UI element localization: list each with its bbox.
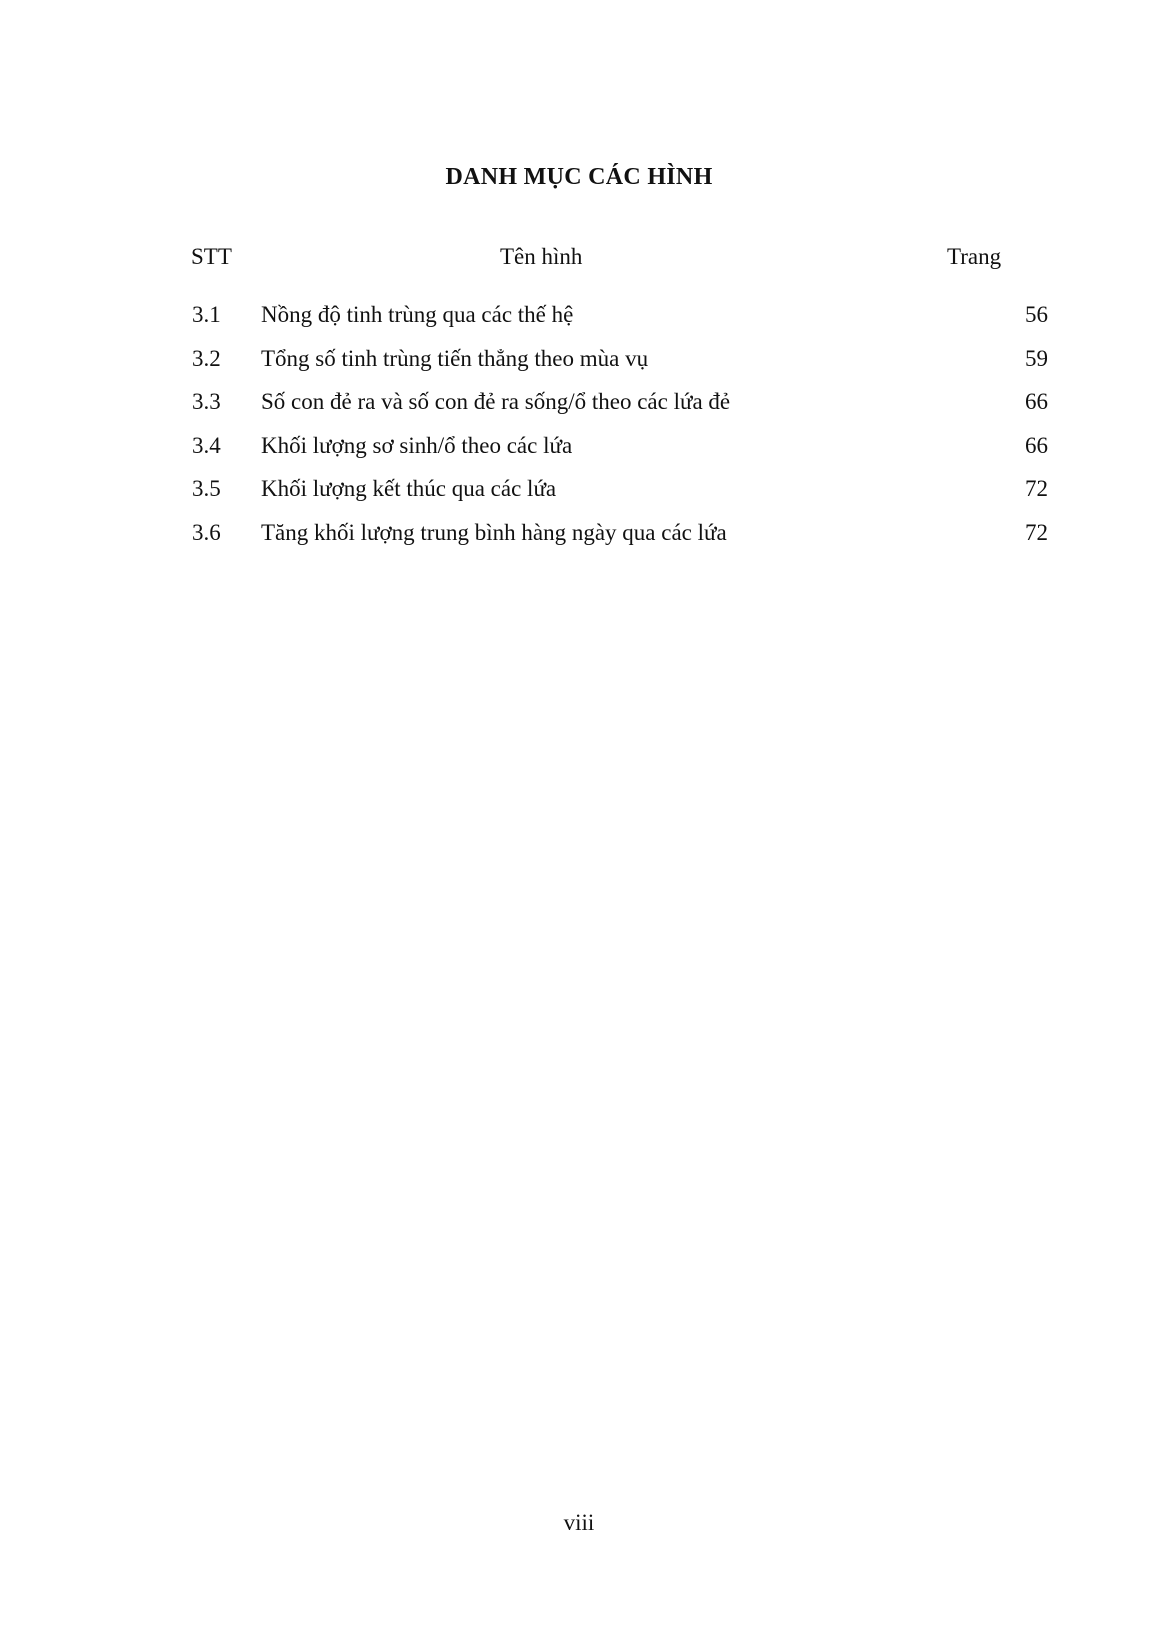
figure-entry bbox=[0, 520, 1158, 564]
figure-title: Tăng khối lượng trung bình hàng ngày qua các lứa bbox=[261, 519, 727, 545]
figure-number: 3.2 bbox=[192, 345, 221, 371]
figure-entry bbox=[0, 346, 1158, 390]
figure-title: Số con đẻ ra và số con đẻ ra sống/ổ theo các lứa đẻ bbox=[261, 389, 731, 415]
figure-entry bbox=[0, 433, 1158, 477]
figure-number: 3.1 bbox=[192, 302, 221, 327]
figure-page: 56 bbox=[1025, 302, 1048, 327]
figure-entry bbox=[0, 389, 1158, 433]
table-header bbox=[0, 244, 1158, 274]
figure-page: 66 bbox=[1025, 432, 1048, 458]
column-header-page: Trang bbox=[947, 244, 1002, 269]
figure-entry bbox=[0, 302, 1158, 346]
column-header-name: Tên hình bbox=[500, 244, 583, 269]
figure-number: 3.5 bbox=[192, 476, 221, 502]
figure-title: Nồng độ tinh trùng qua các thế hệ bbox=[261, 302, 574, 327]
figure-list bbox=[0, 302, 1158, 564]
figure-title: Khối lượng sơ sinh/ổ theo các lứa bbox=[261, 432, 573, 458]
page-title: DANH MỤC CÁC HÌNH bbox=[445, 164, 713, 190]
figure-number: 3.4 bbox=[192, 432, 221, 458]
column-header-stt: STT bbox=[191, 244, 232, 269]
figure-page: 72 bbox=[1025, 476, 1048, 502]
figure-page: 66 bbox=[1025, 389, 1048, 415]
figure-number: 3.6 bbox=[192, 519, 221, 545]
figure-entry bbox=[0, 476, 1158, 520]
figure-number: 3.3 bbox=[192, 389, 221, 415]
figure-title: Khối lượng kết thúc qua các lứa bbox=[261, 476, 557, 502]
figure-page: 59 bbox=[1025, 345, 1048, 371]
page-number: viii bbox=[563, 1510, 595, 1535]
figure-title: Tổng số tinh trùng tiến thẳng theo mùa vụ bbox=[261, 345, 649, 371]
figure-page: 72 bbox=[1025, 519, 1048, 545]
